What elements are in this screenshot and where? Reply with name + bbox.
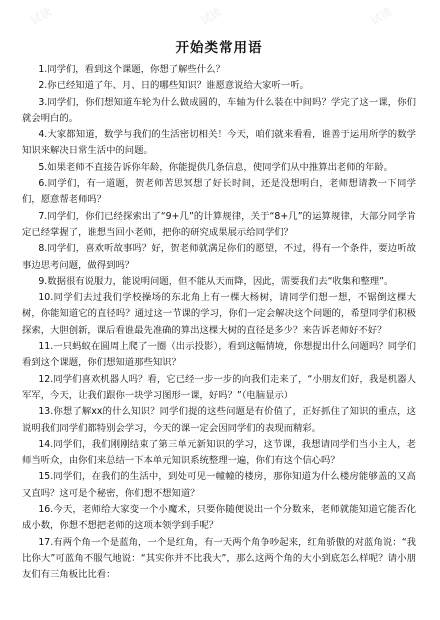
phrase-item-17: 17.有两个角一个是蓝角，一个是红角，有一天两个角争吵起来，红角骄傲的对蓝角说：“我比你大”可蓝角不服气地说：“其实你并不比我大”，那么这两个角的大小到底怎么样呢？请小朋友们有三角板比比看： [22, 536, 416, 581]
phrase-item-6: 6.同学们，有一道题，贺老师苦思冥想了好长时间，还是没想明白，老师想请教一下同学们，愿意帮老师吗？ [22, 178, 416, 206]
phrase-item-16: 16.今天，老师给大家变一个小魔术，只要你随便说出一个分数来，老师就能知道它能否化成小数，你想不想把老师的这项本领学到手呢？ [22, 504, 416, 532]
page-title: 开始类常用语 [175, 40, 263, 56]
phrase-item-13: 13.你想了解xx的什么知识？同学们提的这些问题是有价值了，正好抓住了知识的重点，这说明我们同学们都特别会学习，今天的课一定会因同学们的表现而精彩。 [22, 406, 416, 434]
watermark-text: 试读 [198, 5, 225, 28]
phrase-item-3: 3.同学们，你们想知道车轮为什么做成圆的，车轴为什么装在中间吗？学完了这一课，你们就会明白的。 [22, 96, 416, 124]
phrase-item-2: 2.你已经知道了年、月、日的哪些知识？谁愿意说给大家听一听。 [38, 80, 309, 92]
phrase-item-14: 14.同学们，我们刚刚结束了第三单元新知识的学习，这节课，我想请同学们当小主人，老师当听众，由你们来总结一下本单元知识系统整理一遍，你们有这个信心吗？ [22, 438, 416, 467]
watermark-text: 试读 [368, 5, 395, 28]
phrase-item-7: 7.同学们，你们已经探索出了“9+几”的计算规律，关于“8+几”的运算规律，大部分同学肯定已经掌握了，谁想当回小老师，把你的研究成果展示给同学们？ [22, 210, 416, 238]
phrase-item-8: 8.同学们，喜欢听故事吗？好，贺老师就满足你们的愿望，不过，得有一个条件，要边听故事边思考问题，做得到吗？ [22, 243, 416, 271]
phrase-item-1: 1.同学们，看到这个课题，你想了解些什么？ [38, 64, 225, 75]
phrase-item-15: 15.同学们，在我们的生活中，到处可见一幢幢的楼房，那你知道为什么楼房能够盖的又高又直吗？这可是个秘密，你们想不想知道？ [22, 471, 416, 499]
phrase-list [22, 62, 416, 584]
phrase-item-10: 10.同学们去过我们学校操场的东北角上有一棵大杨树，请同学们想一想，不锯倒这棵大树，你能知道它的直径吗？通过这一节课的学习，你们一定会解决这个问题的，希望同学们积极探索，大胆创新，课后看谁最先准确的算出这棵大树的直径是多少？来告诉老师好不好？ [22, 292, 416, 336]
phrase-item-12: 12.同学们喜欢机器人吗？看，它已经一步一步的向我们走来了，“小朋友们好，我是机器人军军，今天，让我们跟你一块学习图形一课，好吗？”（电脑显示） [22, 373, 416, 401]
phrase-item-11: 11.一只蚂蚁在圆周上爬了一圈（出示投影），看到这幅情境，你想提出什么问题吗？同学们看到这个课题，你们想知道那些知识？ [22, 341, 416, 369]
phrase-item-5: 5.如果老师不直接告诉你年龄，你能提供几条信息，使同学们从中推算出老师的年龄。 [38, 161, 393, 173]
phrase-item-4: 4.大家都知道，数学与我们的生活密切相关！今天，咱们就来看看，谁善于运用所学的数学知识来解决日常生活中的问题。 [22, 129, 416, 157]
watermark-text: 试读 [28, 5, 55, 28]
phrase-item-9: 9.数据很有说服力，能说明问题，但不能从天而降，因此，需要我们去“收集和整理”。 [38, 275, 394, 287]
